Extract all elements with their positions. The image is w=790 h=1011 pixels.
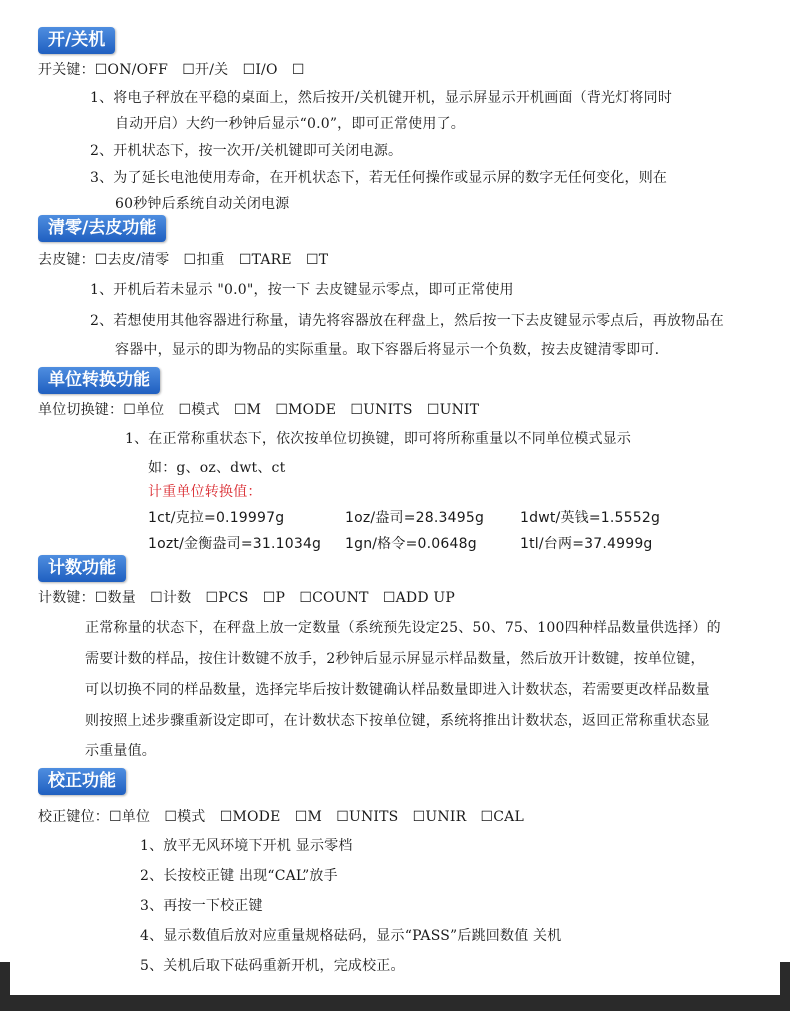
- unit-keys-line: 单位切换键：☐单位 ☐模式 ☐M ☐MODE ☐UNITS ☐UNIT: [38, 402, 480, 418]
- calibration-step-5: 5、关机后取下砝码重新开机，完成校正。: [140, 958, 405, 974]
- section-header-tare: 清零/去皮功能: [38, 215, 166, 242]
- power-item-2: 2、开机状态下，按一次开/关机键即可关闭电源。: [90, 143, 403, 159]
- unit-item-1: 1、在正常称重状态下，依次按单位切换键，即可将所称重量以不同单位模式显示: [125, 431, 632, 447]
- tare-item-2b: 容器中，显示的即为物品的实际重量。取下容器后将显示一个负数，按去皮键清零即可.: [115, 342, 660, 358]
- section-header-unit: 单位转换功能: [38, 367, 160, 394]
- count-para-line-3: 可以切换不同的样品数量，选择完毕后按计数键确认样品数量即进入计数状态，若需要更改样品数量: [85, 682, 710, 698]
- conversion-ct: 1ct/克拉=0.19997g: [148, 510, 285, 526]
- calibration-step-2: 2、长按校正键 出现“CAL”放手: [140, 868, 338, 884]
- count-para-line-2: 需要计数的样品，按住计数键不放手，2秒钟后显示屏显示样品数量，然后放开计数键，按单位键，: [85, 651, 705, 667]
- power-keys-line: 开关键：☐ON/OFF ☐开/关 ☐I/O ☐: [38, 62, 305, 78]
- count-keys-line: 计数键：☐数量 ☐计数 ☐PCS ☐P ☐COUNT ☐ADD UP: [38, 590, 456, 606]
- power-item-3a: 3、为了延长电池使用寿命，在开机状态下，若无任何操作或显示屏的数字无任何变化，则在: [90, 170, 668, 186]
- conversion-gn: 1gn/格令=0.0648g: [345, 536, 477, 552]
- conversion-dwt: 1dwt/英钱=1.5552g: [520, 510, 661, 526]
- count-para-line-1: 正常称量的状态下，在秤盘上放一定数量（系统预先设定25、50、75、100四种样品数量供选择）的: [85, 620, 721, 636]
- power-item-1a: 1、将电子秤放在平稳的桌面上，然后按开/关机键开机，显示屏显示开机画面（背光灯将同时: [90, 90, 673, 106]
- calibration-step-3: 3、再按一下校正键: [140, 898, 263, 914]
- section-header-calibration: 校正功能: [38, 768, 126, 795]
- section-header-power: 开/关机: [38, 27, 115, 54]
- unit-conversion-title: 计重单位转换值：: [148, 484, 262, 500]
- power-item-3b: 60秒钟后系统自动关闭电源: [115, 196, 290, 212]
- power-item-1b: 自动开启）大约一秒钟后显示“0.0”，即可正常使用了。: [115, 116, 465, 132]
- unit-example: 如：g、oz、dwt、ct: [148, 460, 286, 476]
- tare-item-1: 1、开机后若未显示 "0.0"，按一下 去皮键显示零点，即可正常使用: [90, 282, 514, 298]
- calibration-step-4: 4、显示数值后放对应重量规格砝码，显示“PASS”后跳回数值 关机: [140, 928, 562, 944]
- calibration-step-1: 1、放平无风环境下开机 显示零档: [140, 838, 353, 854]
- conversion-tl: 1tl/台两=37.4999g: [520, 536, 653, 552]
- conversion-oz: 1oz/盎司=28.3495g: [345, 510, 485, 526]
- calibration-keys-line: 校正键位：☐单位 ☐模式 ☐MODE ☐M ☐UNITS ☐UNIR ☐CAL: [38, 809, 524, 825]
- tare-item-2a: 2、若想使用其他容器进行称量，请先将容器放在秤盘上，然后按一下去皮键显示零点后，再放物品在: [90, 313, 724, 329]
- tare-keys-line: 去皮键：☐去皮/清零 ☐扣重 ☐TARE ☐T: [38, 252, 329, 268]
- count-para-line-5: 示重量值。: [85, 743, 156, 759]
- conversion-ozt: 1ozt/金衡盎司=31.1034g: [148, 536, 322, 552]
- count-para-line-4: 则按照上述步骤重新设定即可，在计数状态下按单位键，系统将推出计数状态，返回正常称重状态显: [85, 713, 710, 729]
- section-header-count: 计数功能: [38, 555, 126, 582]
